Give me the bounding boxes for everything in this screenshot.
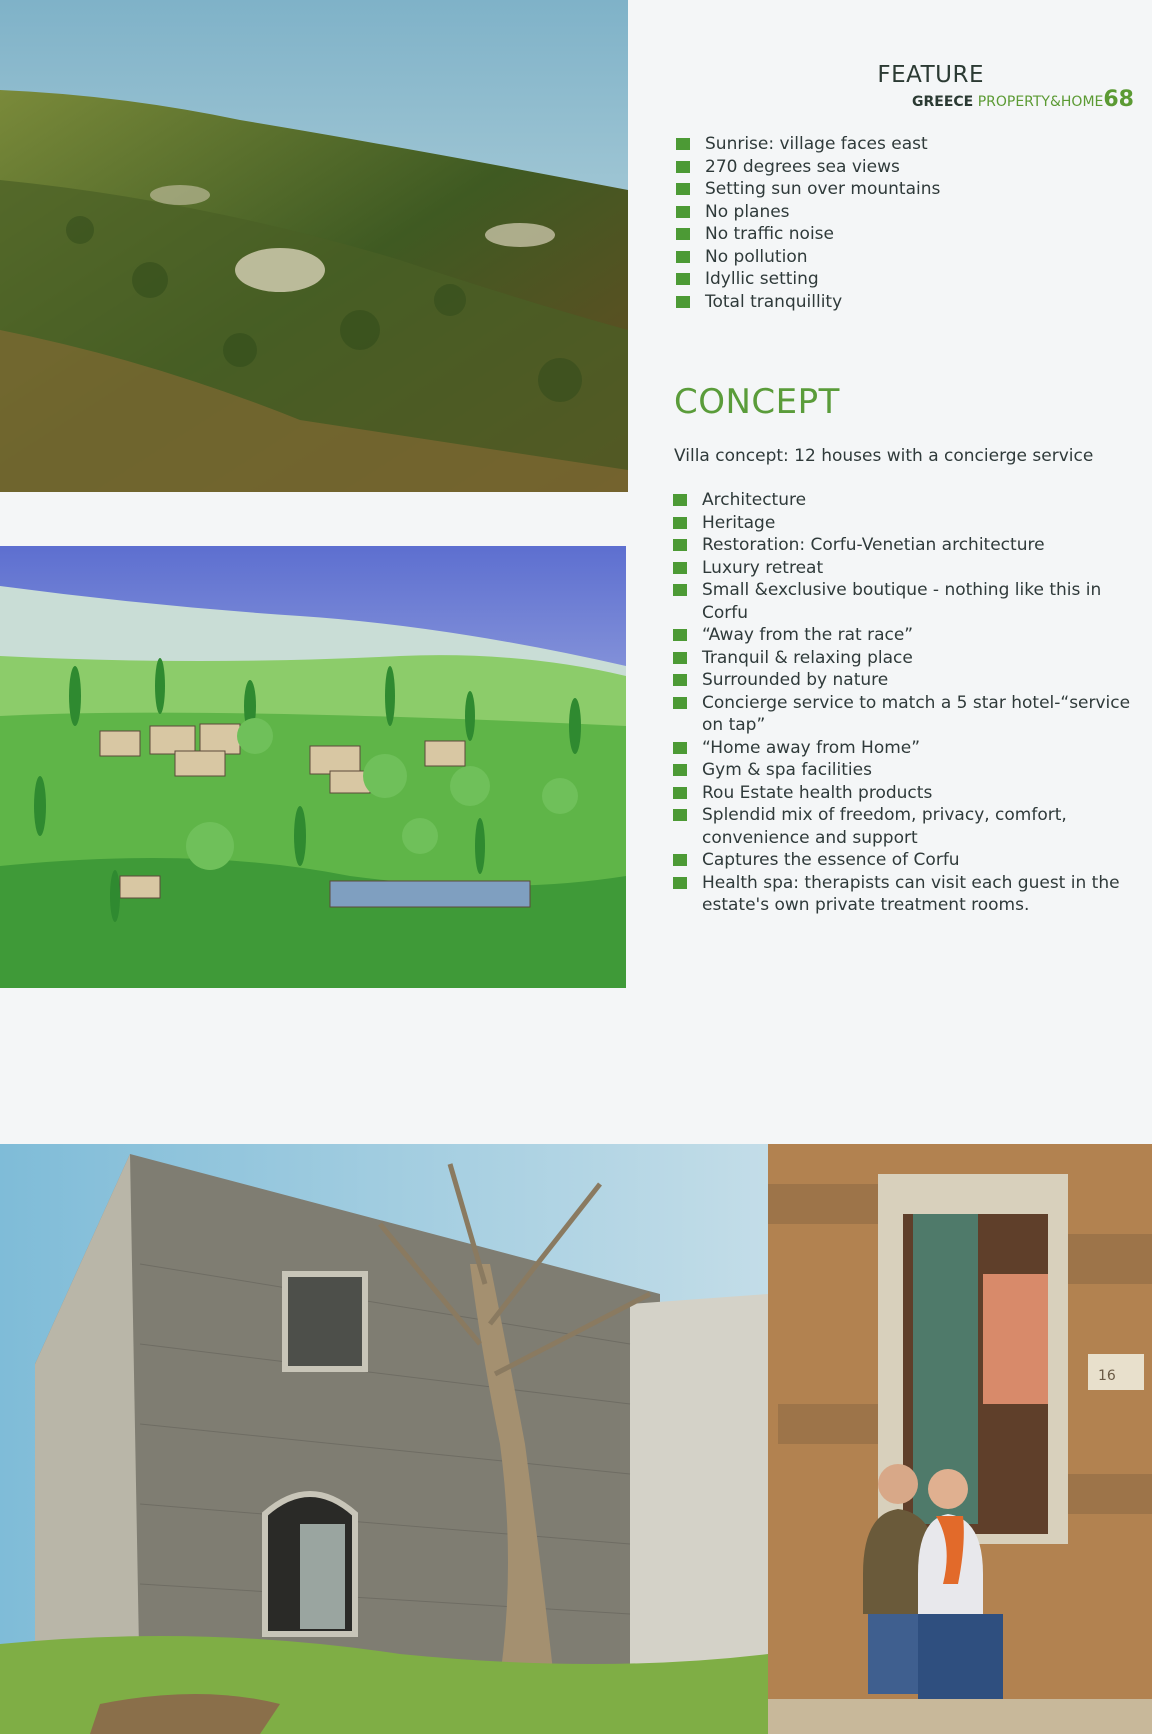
- section-label: FEATURE: [877, 62, 984, 88]
- list-item: Gym & spa facilities: [673, 759, 1133, 782]
- bullet-square-icon: [676, 161, 690, 173]
- bullet-square-icon: [673, 787, 687, 799]
- bullet-square-icon: [673, 652, 687, 664]
- page-header: [877, 64, 1134, 111]
- list-item: Restoration: Corfu-Venetian architecture: [673, 534, 1133, 557]
- bullet-square-icon: [673, 517, 687, 529]
- list-item: Health spa: therapists can visit each guest in the estate's own private treatment rooms.: [673, 872, 1133, 917]
- list-item: Splendid mix of freedom, privacy, comfort, convenience and support: [673, 804, 1133, 849]
- list-item: Total tranquillity: [676, 291, 1116, 314]
- bullet-square-icon: [673, 562, 687, 574]
- bullet-square-icon: [676, 228, 690, 240]
- list-item: Tranquil & relaxing place: [673, 647, 1133, 670]
- bullet-square-icon: [673, 697, 687, 709]
- bullet-square-icon: [676, 296, 690, 308]
- bullet-square-icon: [673, 539, 687, 551]
- list-item: Concierge service to match a 5 star hotel-“service on tap”: [673, 692, 1133, 737]
- magazine-country: GREECE: [911, 94, 974, 110]
- village-sketch-illustration: [0, 546, 626, 988]
- list-item: No traffic noise: [676, 223, 1116, 246]
- list-item: Captures the essence of Corfu: [673, 849, 1133, 872]
- page-number: 68: [1103, 87, 1134, 112]
- bullet-square-icon: [676, 206, 690, 218]
- list-item: Sunrise: village faces east: [676, 133, 1116, 156]
- bullet-square-icon: [673, 854, 687, 866]
- list-item: Rou Estate health products: [673, 782, 1133, 805]
- bullet-square-icon: [673, 809, 687, 821]
- concept-heading: CONCEPT: [674, 382, 840, 422]
- features-list: [676, 133, 1116, 313]
- list-item: No planes: [676, 201, 1116, 224]
- list-item: No pollution: [676, 246, 1116, 269]
- bullet-square-icon: [673, 494, 687, 506]
- list-item: “Away from the rat race”: [673, 624, 1133, 647]
- list-item: “Home away from Home”: [673, 737, 1133, 760]
- magazine-masthead: [877, 89, 1134, 111]
- list-item: Setting sun over mountains: [676, 178, 1116, 201]
- bullet-square-icon: [673, 764, 687, 776]
- list-item: Idyllic setting: [676, 268, 1116, 291]
- concept-list: [673, 489, 1133, 917]
- concept-intro: Villa concept: 12 houses with a concierge service: [674, 446, 1094, 466]
- bullet-square-icon: [673, 629, 687, 641]
- list-item: 270 degrees sea views: [676, 156, 1116, 179]
- bullet-square-icon: [676, 183, 690, 195]
- bullet-square-icon: [676, 273, 690, 285]
- bullet-square-icon: [676, 138, 690, 150]
- list-item: Small &exclusive boutique - nothing like this in Corfu: [673, 579, 1133, 624]
- list-item: Architecture: [673, 489, 1133, 512]
- door-number-plate: 16: [1098, 1368, 1116, 1384]
- magazine-name: PROPERTY&HOME: [977, 94, 1104, 110]
- bullet-square-icon: [673, 674, 687, 686]
- couple-doorway-photo: [768, 1144, 1152, 1734]
- list-item: Luxury retreat: [673, 557, 1133, 580]
- hillside-photo: [0, 0, 628, 492]
- list-item: Surrounded by nature: [673, 669, 1133, 692]
- bullet-square-icon: [676, 251, 690, 263]
- list-item: Heritage: [673, 512, 1133, 535]
- stone-house-photo: [0, 1144, 768, 1734]
- bullet-square-icon: [673, 877, 687, 889]
- bullet-square-icon: [673, 742, 687, 754]
- bullet-square-icon: [673, 584, 687, 596]
